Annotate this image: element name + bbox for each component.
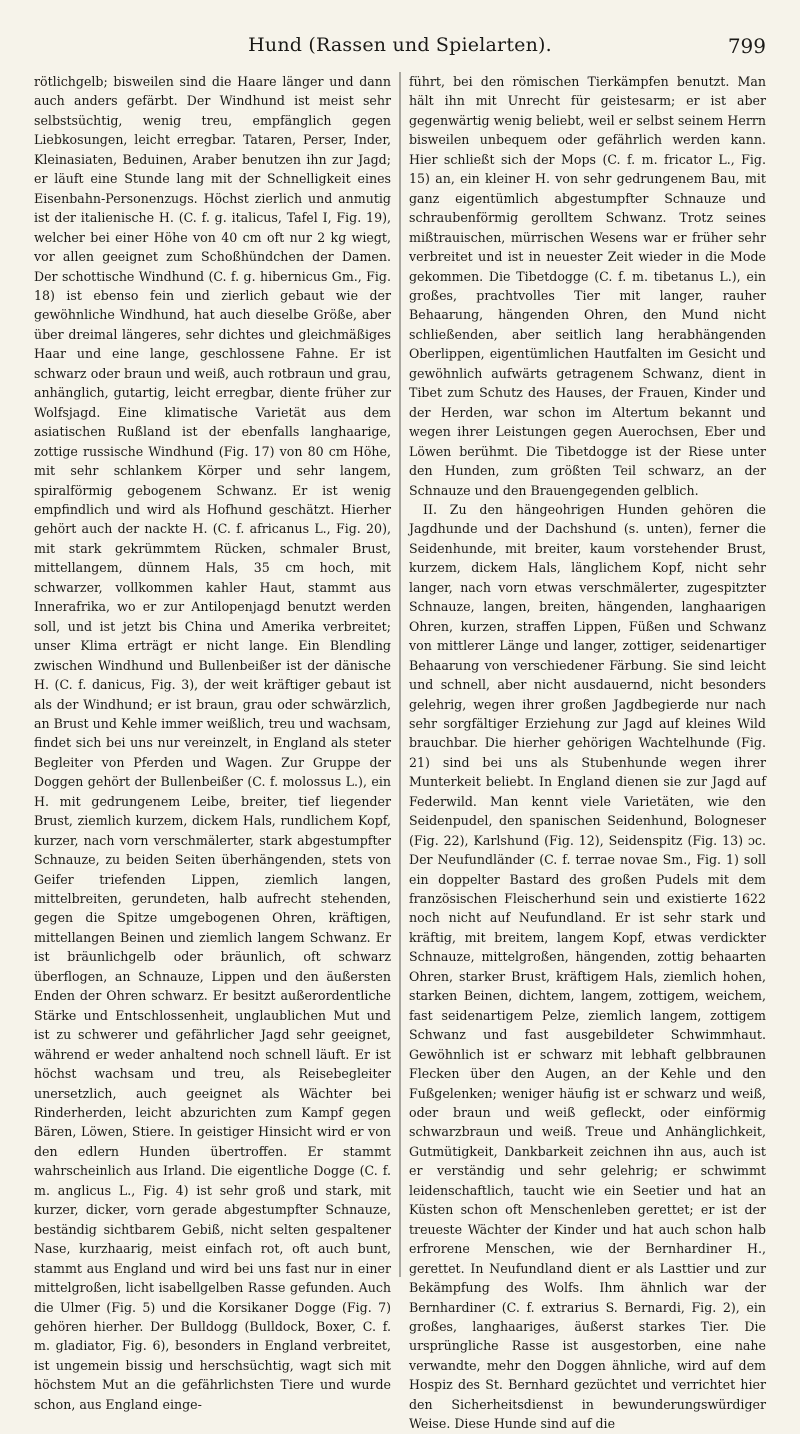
paragraph: führt, bei den römischen Tierkämpfen benutzt. Man hält ihn mit Unrecht für geistesarm; er ist aber gegenwärtig wenig beliebt, weil er selbst seinem Herrn bisweilen unbequem oder gefährlich werden kann. Hier schließt sich der Mops (C. f. m. fricator L., Fig. 15) an, ein kleiner H. von sehr gedrungenem Bau, mit ganz eigentümlich abgestumpfter Schnauze und schraubenförmig gerolltem Schwanz. Trotz seines mißtrauischen, mürrischen Wesens war er früher sehr verbreitet und ist in neuester Zeit wieder in die Mode gekommen. Die Tibetdogge (C. f. m. tibetanus L.), ein großes, prachtvolles Tier mit langer, rauher Behaarung, hängenden Ohren, den Mund nicht schließenden, aber seitlich lang herabhängenden Oberlippen, eigentümlichen Hautfalten im Gesicht und gewöhnlich aufwärts getragenem Schwanz, dient in Tibet zum Schutz des Hauses, der Frauen, Kinder und der Herden, war schon im Altertum bekannt und wegen ihrer Leistungen gegen Auerochsen, Eber und Löwen berühmt. Die Tibetdogge ist der Riese unter den Hunden, zum größten Teil schwarz, an der Schnauze und den Brauengegenden gelblich. <box>409 74 766 498</box>
paragraph: rötlichgelb; bisweilen sind die Haare länger und dann auch anders gefärbt. Der Windhund ist meist sehr selbstsüchtig, wenig treu, empfänglich gegen Liebkosungen, leicht erregbar. Tataren, Perser, Inder, Kleinasiaten, Beduinen, Araber benutzen ihn zur Jagd; er läuft eine Stunde lang mit der Schnelligkeit eines Eisenbahn-Personenzugs. Höchst zierlich und anmutig ist der italienische H. (C. f. g. italicus, Tafel I, Fig. 19), welcher bei einer Höhe von 40 cm oft nur 2 kg wiegt, vor allen geeignet zum Schoßhündchen der Damen. Der schottische Windhund (C. f. g. hibernicus Gm., Fig. 18) ist ebenso fein und zierlich gebaut wie der gewöhnliche Windhund, hat auch dieselbe Größe, aber über dreimal längeres, sehr dichtes und gleichmäßiges Haar und eine lange, geschlossene Fahne. Er ist schwarz oder braun und weiß, auch rotbraun und grau, anhänglich, gutartig, leicht erregbar, diente früher zur Wolfsjagd. Eine klimatische Varietät aus dem asiatischen Rußland ist der ebenfalls langhaarige, zottige russische Windhund (Fig. 17) von 80 cm Höhe, mit sehr schlankem Körper und sehr langem, spiralförmig gebogenem Schwanz. Er ist wenig empfindlich und wird als Hofhund geschätzt. Hierher gehört auch der nackte H. (C. f. africanus L., Fig. 20), mit stark gekrümmtem Rücken, schmaler Brust, mittellangem, dünnem Hals, 35 cm hoch, mit schwarzer, vollkommen kahler Haut, stammt aus Innerafrika, wo er zur Antilopenjagd benutzt werden soll, und ist jetzt bis China und Amerika verbreitet; unser Klima erträgt er nicht lange. Ein Blendling zwischen Windhund und Bullenbeißer ist der dänische H. (C. f. danicus, Fig. 3), der weit kräftiger gebaut ist als der Windhund; er ist braun, grau oder schwärzlich, an Brust und Kehle immer weißlich, treu und wachsam, findet sich bei uns nur vereinzelt, in England als steter Begleiter von Pferden und Wagen. Zur Gruppe der Doggen gehört der Bullenbeißer (C. f. molossus L.), ein H. mit gedrungenem Leibe, breiter, tief liegender Brust, ziemlich kurzem, dickem Hals, rundlichem Kopf, kurzer, nach vorn verschmälerter, stark abgestumpfter Schnauze, zu beiden Seiten überhängenden, stets von Geifer triefenden Lippen, ziemlich langen, mittelbreiten, gerundeten, halb aufrecht stehenden, gegen die Spitze umgebogenen Ohren, kräftigen, mittellangen Beinen und ziemlich langem Schwanz. Er ist bräunlichgelb oder bräunlich, oft schwarz überflogen, an Schnauze, Lippen und den äußersten Enden der Ohren schwarz. Er besitzt außerordentliche Stärke und Entschlossenheit, unglaublichen Mut und ist zu schwerer und gefährlicher Jagd sehr geeignet, während er weder anhaltend noch schnell läuft. Er ist höchst wachsam und treu, als Reisebegleiter unersetzlich, auch geeignet als Wächter bei Rinderherden, leicht abzurichten zum Kampf gegen Bären, Löwen, Stiere. In geistiger Hinsicht wird er von den edlern Hunden übertroffen. Er stammt wahrscheinlich aus Irland. Die eigentliche Dogge (C. f. m. anglicus L., Fig. 4) ist sehr groß und stark, mit kurzer, dicker, vorn gerade abgestumpfter Schnauze, beständig sichtbarem Gebiß, nicht selten gespaltener Nase, kurzhaarig, meist einfach rot, oft auch bunt, stammt aus England und wird bei uns fast nur in einer mittelgroßen, licht isabellgelben Rasse gefunden. Auch die Ulmer (Fig. 5) und die Korsikaner Dogge (Fig. 7) gehören hierher. Der Bulldogg (Bulldock, Boxer, C. f. m. gladiator, Fig. 6), besonders in England verbreitet, ist ungemein bissig und herschsüchtig, wagt sich mit höchstem Mut an die gefährlichsten Tiere und wurde schon, aus England einge- <box>34 74 391 1412</box>
text-columns <box>34 72 766 1434</box>
right-column <box>409 72 766 1434</box>
page-header <box>34 34 766 68</box>
page-number: 799 <box>727 34 766 58</box>
column-divider <box>400 72 401 1277</box>
running-head: Hund (Rassen und Spielarten). <box>248 34 552 56</box>
paragraph: II. Zu den hängeohrigen Hunden gehören die Jagdhunde und der Dachshund (s. unten), ferner die Seidenhunde, mit breiter, kaum vorstehender Brust, kurzem, dickem Hals, länglichem Kopf, nicht sehr langer, nach vorn etwas verschmälerter, zugespitzter Schnauze, langen, breiten, hängenden, langhaarigen Ohren, kurzen, straffen Lippen, Füßen und Schwanz von mittlerer Länge und langer, zottiger, seidenartiger Behaarung von verschiedener Färbung. Sie sind leicht und schnell, aber nicht ausdauernd, nicht besonders gelehrig, wegen ihrer großen Jagdbegierde nur nach sehr sorgfältiger Erziehung zur Jagd auf kleines Wild brauchbar. Die hierher gehörigen Wachtelhunde (Fig. 21) sind bei uns als Stubenhunde wegen ihrer Munterkeit beliebt. In England dienen sie zur Jagd auf Federwild. Man kennt viele Varietäten, wie den Seidenpudel, den spanischen Seidenhund, Bologneser (Fig. 22), Karlshund (Fig. 12), Seidenspitz (Fig. 13) ɔc. Der Neufundländer (C. f. terrae novae Sm., Fig. 1) soll ein doppelter Bastard des großen Pudels mit dem französischen Fleischerhund sein und existierte 1622 noch nicht auf Neufundland. Er ist sehr stark und kräftig, mit breitem, langem Kopf, etwas verdickter Schnauze, mittelgroßen, hängenden, zottig behaarten Ohren, starker Brust, kräftigem Hals, ziemlich hohen, starken Beinen, dichtem, langem, zottigem, weichem, fast seidenartigem Pelze, ziemlich langem, zottigem Schwanz und fast ausgebildeter Schwimmhaut. Gewöhnlich ist er schwarz mit lebhaft gelbbraunen Flecken über den Augen, an der Kehle und den Fußgelenken; weniger häufig ist er schwarz und weiß, oder braun und weiß gefleckt, oder einförmig schwarzbraun und weiß. Treue und Anhänglichkeit, Gutmütigkeit, Dankbarkeit zeichnen ihn aus, auch ist er verständig und sehr gelehrig; er schwimmt leidenschaftlich, taucht wie ein Seetier und hat an Küsten schon oft Menschenleben gerettet; er ist der treueste Wächter der Kinder und hat auch schon halb erfrorene Menschen, wie der Bernhardiner H., gerettet. In Neufundland dient er als Lasttier und zur Bekämpfung des Wolfs. Ihm ähnlich war der Bernhardiner (C. f. extrarius S. Bernardi, Fig. 2), ein großes, langhaariges, äußerst starkes Tier. Die ursprüngliche Rasse ist ausgestorben, eine nahe verwandte, mehr den Doggen ähnliche, wird auf dem Hospiz des St. Bernhard gezüchtet und verrichtet hier den Sicherheitsdienst in bewunderungswürdiger Weise. Diese Hunde sind auf die <box>409 501 766 1432</box>
left-column <box>34 72 391 1434</box>
